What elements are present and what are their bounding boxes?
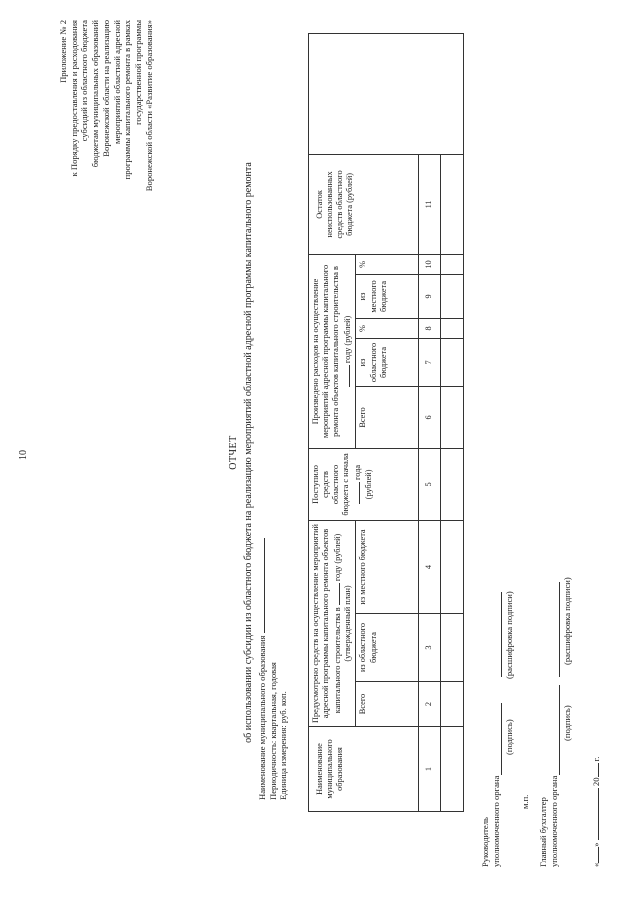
table-cell xyxy=(440,520,463,613)
date-line: «» 20 г. xyxy=(591,756,601,867)
column-number: 8 xyxy=(419,318,440,338)
header-balance: Остаток неиспользованных средств областного бюджета (рублей) xyxy=(309,154,419,254)
table-header-row xyxy=(309,33,356,811)
table-cell xyxy=(440,254,463,274)
column-number: 3 xyxy=(419,614,440,682)
head-signature-line xyxy=(500,703,502,775)
municipality-label: Наименование муниципального образования xyxy=(257,635,267,800)
report-title-block xyxy=(228,0,255,905)
appendix-line: к Порядку предоставления и расходования xyxy=(68,20,79,177)
head-label: Руководитель xyxy=(480,817,490,867)
periodicity: Периодичность: квартальная, годовая xyxy=(267,662,278,800)
head-decode-caption: (расшифровка подписи) xyxy=(504,591,514,679)
header-planned: Предусмотрено средств на осуществление мероприятий адресной программы капитального ремонта объектов капитального строительства в году (рублей) (утвержденный план) xyxy=(309,520,356,726)
year-fill-line xyxy=(351,482,360,504)
report-meta xyxy=(256,538,289,800)
table-cell xyxy=(440,338,463,386)
subheader-local: из местного бюджета xyxy=(356,520,419,613)
header-received: Поступило средств областного бюджета с начала года (рублей) xyxy=(309,448,419,520)
subheader-regional: из областного бюджета xyxy=(356,614,419,682)
column-number: 2 xyxy=(419,682,440,727)
subheader-percent: % xyxy=(356,318,419,338)
subheader-local-spent: из местного бюджета xyxy=(356,274,419,318)
accountant-signature-caption: (подпись) xyxy=(562,705,572,741)
column-number: 11 xyxy=(419,154,440,254)
accountant-signature-line xyxy=(558,685,560,775)
report-table xyxy=(308,33,464,812)
column-number: 1 xyxy=(419,727,440,812)
accountant-decode-caption: (расшифровка подписи) xyxy=(562,577,572,665)
appendix-line: Воронежской области на реализацию xyxy=(100,20,111,157)
appendix-line: государственной программы xyxy=(133,20,144,125)
table-cell xyxy=(440,274,463,318)
report-subtitle: об использовании субсидии из областного бюджета на реализацию мероприятий областной адресной программы капитального ремонта xyxy=(242,162,254,743)
column-number: 5 xyxy=(419,448,440,520)
table-extra-column xyxy=(309,33,464,154)
municipality-fill-line xyxy=(256,538,265,633)
head-signature-caption: (подпись) xyxy=(504,719,514,755)
day-fill-line xyxy=(590,847,599,863)
appendix-line: программы капитального ремонта в рамках xyxy=(122,20,133,180)
accountant-label-org: уполномоченного органа xyxy=(549,775,559,867)
column-number: 6 xyxy=(419,386,440,448)
table-cell xyxy=(440,154,463,254)
report-title: ОТЧЕТ xyxy=(228,435,239,470)
year-fill-line xyxy=(590,764,599,778)
column-number: 7 xyxy=(419,338,440,386)
accountant-decode-line xyxy=(558,582,560,677)
month-fill-line xyxy=(590,788,599,840)
table-cell xyxy=(440,448,463,520)
stamp-place: м.п. xyxy=(520,794,530,809)
column-number: 9 xyxy=(419,274,440,318)
subheader-total-spent: Всего xyxy=(356,386,419,448)
year-fill-line xyxy=(331,583,340,605)
appendix-line: субсидий из областного бюджета xyxy=(79,20,90,142)
subheader-percent: % xyxy=(356,254,419,274)
year-fill-line xyxy=(341,365,350,387)
appendix-line: бюджетам муниципальных образований xyxy=(90,20,101,168)
column-number: 10 xyxy=(419,254,440,274)
unit-of-measure: Единица измерения: руб. коп. xyxy=(278,691,289,800)
appendix-line: мероприятий областной адресной xyxy=(111,20,122,144)
accountant-label: Главный бухгалтер xyxy=(538,797,548,867)
table-cell xyxy=(440,614,463,682)
table-cell xyxy=(440,727,463,812)
column-number: 4 xyxy=(419,520,440,613)
page-number: 10 xyxy=(18,450,29,460)
appendix-line: Воронежской области «Развитие образования» xyxy=(143,20,154,192)
subheader-regional-spent: из областного бюджета xyxy=(356,338,419,386)
table-cell xyxy=(440,318,463,338)
head-decode-line xyxy=(500,592,502,677)
table-cell xyxy=(440,682,463,727)
header-spent: Произведено расходов на осуществление мероприятий адресной программы капитального ремонта объектов капитального строительства в году (рублей) xyxy=(309,254,356,448)
appendix-header xyxy=(58,20,155,320)
municipality-row xyxy=(256,538,268,800)
head-label-org: уполномоченного органа xyxy=(491,775,501,867)
subheader-total: Всего xyxy=(356,682,419,727)
table-cell xyxy=(440,386,463,448)
header-municipality: Наименование муниципального образования xyxy=(309,727,419,812)
appendix-line: Приложение № 2 xyxy=(58,20,68,83)
